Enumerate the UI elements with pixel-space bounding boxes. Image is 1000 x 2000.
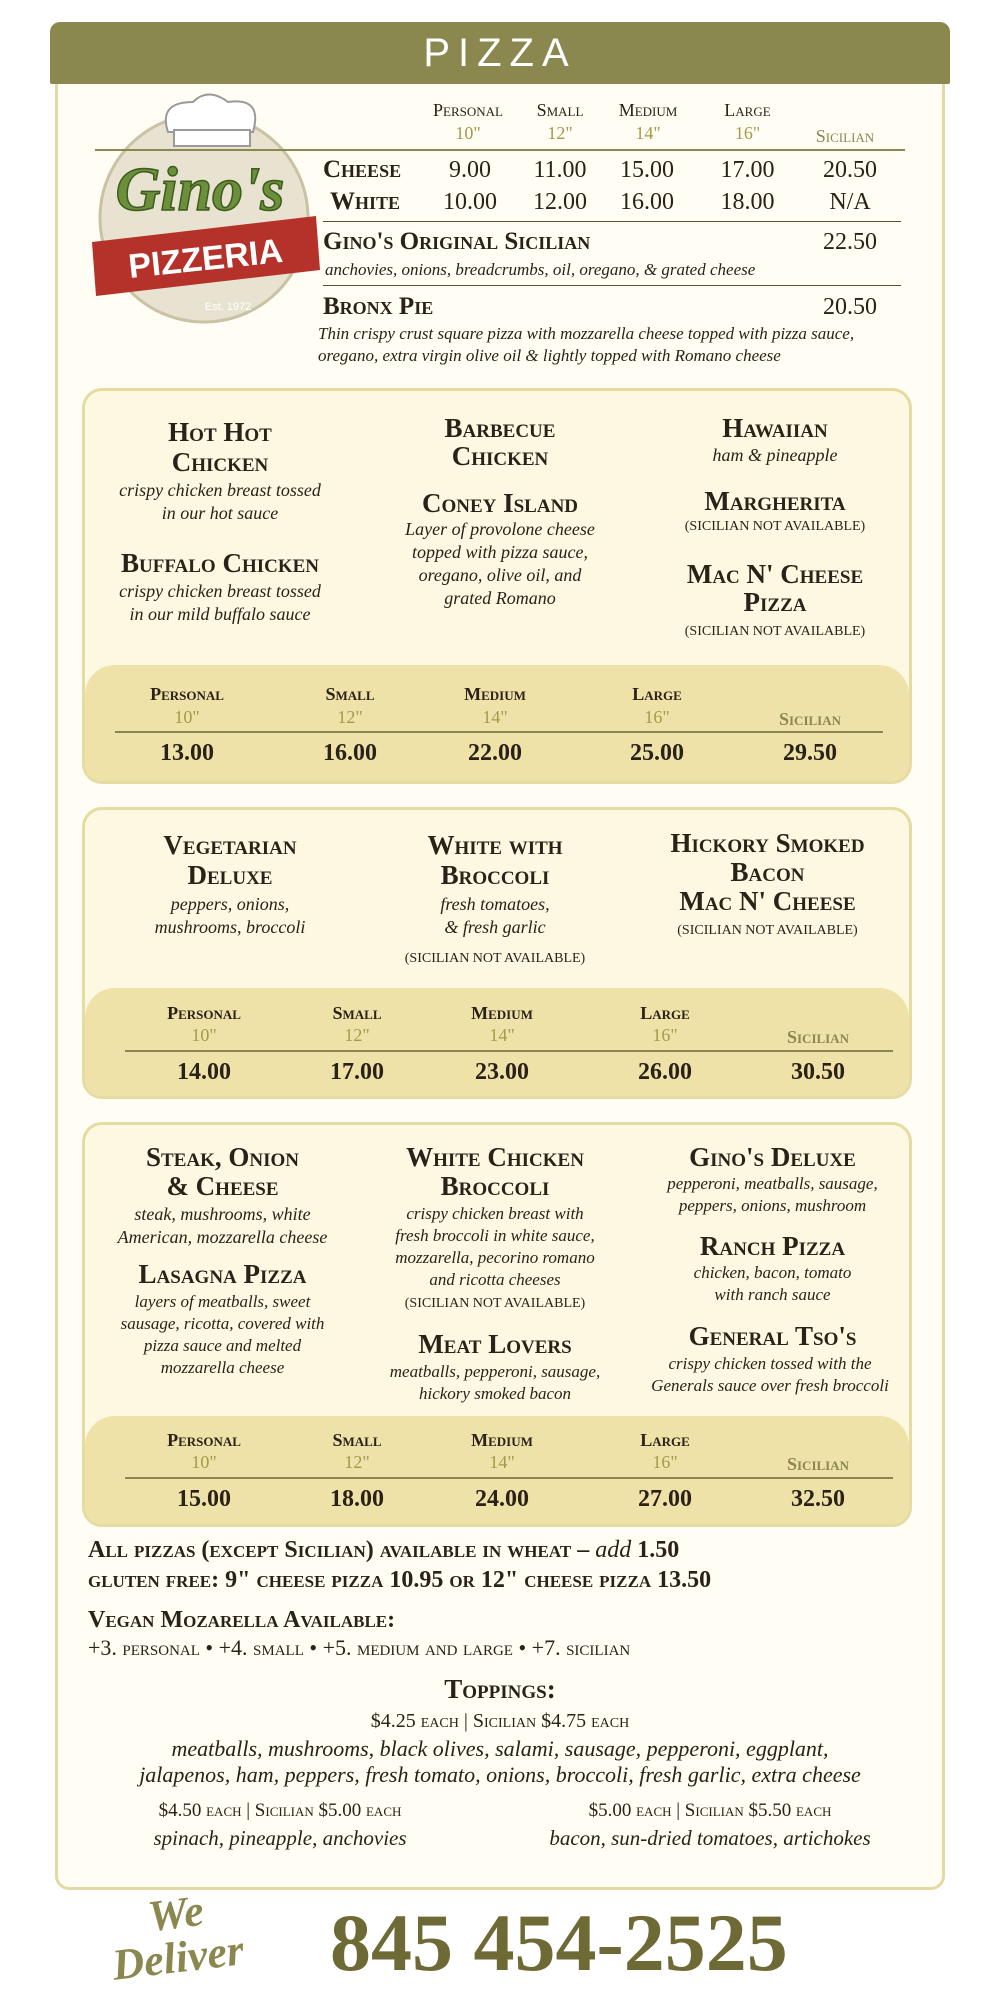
bar-hdr-small: Small bbox=[332, 1430, 382, 1450]
divider bbox=[125, 1050, 893, 1052]
item-white-chicken-note: (SICILIAN NOT AVAILABLE) bbox=[404, 1296, 586, 1311]
row-cheese-name: Cheese bbox=[323, 156, 402, 183]
item-white-broccoli-desc-1: fresh tomatoes, bbox=[440, 894, 550, 914]
item-vegetarian-title-2: Deluxe bbox=[187, 860, 273, 890]
price-sicilian: 29.50 bbox=[783, 740, 837, 766]
item-white-broccoli-title-2: Broccoli bbox=[440, 860, 550, 890]
bar-hdr-medium: Medium bbox=[471, 1003, 533, 1023]
original-sicilian-name: Gino's Original Sicilian bbox=[323, 228, 591, 255]
cheese-personal: 9.00 bbox=[449, 157, 491, 183]
item-ranch-desc-2: with ranch sauce bbox=[714, 1285, 831, 1304]
price-small: 18.00 bbox=[330, 1486, 384, 1512]
item-vegetarian-desc-2: mushrooms, broccoli bbox=[154, 917, 306, 937]
toppings-price-a: $4.25 each | Sicilian $4.75 each bbox=[370, 1710, 630, 1732]
price-personal: 14.00 bbox=[177, 1059, 231, 1085]
bar-hdr-personal: Personal bbox=[167, 1003, 241, 1023]
hdr-sicilian: Sicilian bbox=[815, 126, 875, 146]
gluten-free-note: gluten free: 9" cheese pizza 10.95 or 12" cheese pizza 13.50 bbox=[88, 1567, 712, 1593]
item-ginos-deluxe-desc-1: pepperoni, meatballs, sausage, bbox=[667, 1174, 878, 1193]
hdr-small-in: 12" bbox=[547, 123, 573, 143]
item-buffalo-chicken-desc-2: in our mild buffalo sauce bbox=[129, 604, 311, 624]
price-personal: 13.00 bbox=[160, 740, 214, 766]
toppings-title: Toppings: bbox=[444, 1674, 556, 1704]
cheese-medium: 15.00 bbox=[620, 157, 674, 183]
item-white-broccoli-note: (SICILIAN NOT AVAILABLE) bbox=[404, 951, 586, 966]
bar-hdr-large-in: 16" bbox=[652, 1452, 678, 1472]
price-large: 25.00 bbox=[630, 740, 684, 766]
bar-hdr-personal: Personal bbox=[150, 684, 224, 704]
divider bbox=[95, 149, 905, 151]
item-general-tso-desc-2: Generals sauce over fresh broccoli bbox=[651, 1376, 889, 1395]
hdr-medium-in: 14" bbox=[635, 123, 661, 143]
item-mac-cheese-title-2: Pizza bbox=[743, 587, 807, 617]
row-white-name: White bbox=[330, 188, 401, 215]
item-coney-island-desc-4: grated Romano bbox=[444, 588, 556, 608]
item-margherita-title: Margherita bbox=[704, 486, 846, 516]
bar-hdr-personal-in: 10" bbox=[174, 707, 200, 727]
item-ranch-title: Ranch Pizza bbox=[699, 1231, 846, 1261]
item-lasagna-desc-4: mozzarella cheese bbox=[160, 1358, 285, 1377]
price-personal: 15.00 bbox=[177, 1486, 231, 1512]
item-mac-cheese-title-1: Mac N' Cheese bbox=[686, 559, 864, 589]
item-bbq-chicken-title-1: Barbecue bbox=[444, 413, 556, 443]
item-hot-hot-chicken-desc-2: in our hot sauce bbox=[161, 503, 279, 523]
item-vegetarian-title-1: Vegetarian bbox=[163, 830, 297, 860]
item-hot-hot-chicken-title-1: Hot Hot bbox=[168, 417, 272, 447]
divider bbox=[125, 1477, 893, 1479]
item-steak-title-2: & Cheese bbox=[166, 1171, 279, 1201]
bar-hdr-small-in: 12" bbox=[344, 1452, 370, 1472]
cheese-small: 11.00 bbox=[533, 157, 587, 183]
price-small: 16.00 bbox=[323, 740, 377, 766]
white-large: 18.00 bbox=[720, 189, 775, 215]
wheat-note-price: 1.50 bbox=[631, 1537, 680, 1563]
ginos-pizzeria-logo bbox=[88, 92, 320, 324]
bar-hdr-large: Large bbox=[640, 1003, 690, 1023]
item-lasagna-desc-2: sausage, ricotta, covered with bbox=[120, 1314, 325, 1333]
bronx-pie-desc-1: Thin crispy crust square pizza with mozzarella cheese topped with pizza sauce, bbox=[318, 324, 855, 343]
toppings-list-b: spinach, pineapple, anchovies bbox=[153, 1826, 407, 1850]
bar-hdr-personal-in: 10" bbox=[191, 1452, 217, 1472]
item-white-broccoli-desc-2: & fresh garlic bbox=[444, 917, 546, 937]
section-banner: PIZZA bbox=[50, 22, 950, 84]
bronx-pie-price: 20.50 bbox=[823, 294, 877, 320]
original-sicilian-price: 22.50 bbox=[823, 229, 877, 255]
bar-hdr-small: Small bbox=[325, 684, 375, 704]
specialty-panel-1 bbox=[82, 388, 912, 784]
item-margherita-note: (SICILIAN NOT AVAILABLE) bbox=[684, 519, 866, 534]
item-hickory-title-2: Bacon bbox=[730, 857, 805, 887]
hdr-medium: Medium bbox=[618, 100, 678, 120]
divider bbox=[115, 731, 883, 733]
bar-hdr-medium-in: 14" bbox=[489, 1025, 515, 1045]
specialty-panel-2 bbox=[82, 807, 912, 1099]
toppings-list-a-2: jalapenos, ham, peppers, fresh tomato, onions, broccoli, fresh garlic, extra cheese bbox=[139, 1762, 861, 1787]
toppings-price-b: $4.50 each | Sicilian $5.00 each bbox=[158, 1800, 402, 1821]
item-steak-desc-2: American, mozzarella cheese bbox=[117, 1227, 328, 1247]
item-white-chicken-desc-3: mozzarella, pecorino romano bbox=[395, 1248, 595, 1267]
hdr-small: Small bbox=[536, 100, 584, 120]
bar-hdr-small-in: 12" bbox=[337, 707, 363, 727]
vegan-note-title: Vegan Mozarella Available: bbox=[88, 1607, 396, 1633]
cheese-sicilian: 20.50 bbox=[823, 157, 877, 183]
item-coney-island-desc-1: Layer of provolone cheese bbox=[405, 519, 595, 539]
item-lasagna-title: Lasagna Pizza bbox=[138, 1259, 307, 1289]
specialty-panel-3 bbox=[82, 1122, 912, 1527]
cheese-large: 17.00 bbox=[720, 157, 775, 183]
price-large: 27.00 bbox=[638, 1486, 692, 1512]
white-sicilian: N/A bbox=[829, 189, 871, 215]
divider bbox=[323, 221, 901, 222]
item-ginos-deluxe-title: Gino's Deluxe bbox=[689, 1142, 856, 1172]
price-medium: 24.00 bbox=[475, 1486, 529, 1512]
item-meat-lovers-desc-2: hickory smoked bacon bbox=[418, 1384, 571, 1403]
bar-hdr-medium: Medium bbox=[464, 684, 526, 704]
wheat-note-add: add bbox=[595, 1537, 632, 1563]
toppings-list-a-1: meatballs, mushrooms, black olives, salami, sausage, pepperoni, eggplant, bbox=[171, 1736, 829, 1761]
wheat-note-text: All pizzas (except Sicilian) available in wheat – bbox=[88, 1537, 596, 1563]
item-white-chicken-desc-2: fresh broccoli in white sauce, bbox=[395, 1226, 595, 1245]
price-sicilian: 30.50 bbox=[791, 1059, 845, 1085]
item-ginos-deluxe-desc-2: peppers, onions, mushroom bbox=[678, 1196, 867, 1215]
logo-sub: PIZZERIA bbox=[126, 232, 285, 287]
hdr-personal-in: 10" bbox=[455, 123, 481, 143]
item-meat-lovers-title: Meat Lovers bbox=[418, 1329, 572, 1359]
bar-hdr-large: Large bbox=[632, 684, 682, 704]
bar-hdr-small-in: 12" bbox=[344, 1025, 370, 1045]
vegan-note-prices: +3. personal • +4. small • +5. medium and large • +7. sicilian bbox=[88, 1635, 631, 1660]
item-hickory-title-1: Hickory Smoked bbox=[670, 828, 865, 858]
price-medium: 22.00 bbox=[468, 740, 522, 766]
hdr-large: Large bbox=[724, 100, 771, 120]
hdr-large-in: 16" bbox=[734, 123, 761, 143]
bar-hdr-large: Large bbox=[640, 1430, 690, 1450]
logo-name: Gino's bbox=[115, 156, 285, 224]
bar-hdr-medium-in: 14" bbox=[489, 1452, 515, 1472]
price-sicilian: 32.50 bbox=[791, 1486, 845, 1512]
bar-hdr-personal: Personal bbox=[167, 1430, 241, 1450]
item-white-chicken-title-2: Broccoli bbox=[440, 1171, 550, 1201]
original-sicilian-desc: anchovies, onions, breadcrumbs, oil, oregano, & grated cheese bbox=[325, 260, 756, 279]
wheat-note bbox=[88, 1536, 679, 1564]
price-large: 26.00 bbox=[638, 1059, 692, 1085]
item-white-chicken-desc-1: crispy chicken breast with bbox=[406, 1204, 584, 1223]
item-hickory-note: (SICILIAN NOT AVAILABLE) bbox=[677, 923, 858, 938]
white-personal: 10.00 bbox=[443, 189, 497, 215]
item-hot-hot-chicken-desc-1: crispy chicken breast tossed bbox=[119, 480, 321, 500]
deliver-text: Deliver bbox=[109, 1925, 247, 1990]
we-text: We bbox=[145, 1885, 207, 1942]
item-general-tso-title: General Tso's bbox=[688, 1321, 857, 1351]
price-medium: 23.00 bbox=[475, 1059, 529, 1085]
item-vegetarian-desc-1: peppers, onions, bbox=[170, 894, 290, 914]
item-meat-lovers-desc-1: meatballs, pepperoni, sausage, bbox=[389, 1362, 601, 1381]
item-mac-cheese-note: (SICILIAN NOT AVAILABLE) bbox=[684, 624, 866, 639]
item-white-chicken-desc-4: and ricotta cheeses bbox=[429, 1270, 561, 1289]
item-white-broccoli-title-1: White with bbox=[427, 830, 563, 860]
item-lasagna-desc-1: layers of meatballs, sweet bbox=[134, 1292, 311, 1311]
bar-hdr-personal-in: 10" bbox=[191, 1025, 217, 1045]
item-general-tso-desc-1: crispy chicken tossed with the bbox=[668, 1354, 872, 1373]
white-medium: 16.00 bbox=[620, 189, 674, 215]
item-hot-hot-chicken-title-2: Chicken bbox=[171, 447, 269, 477]
item-coney-island-desc-2: topped with pizza sauce, bbox=[412, 542, 588, 562]
item-coney-island-title: Coney Island bbox=[421, 488, 579, 518]
bar-hdr-large-in: 16" bbox=[644, 707, 670, 727]
price-small: 17.00 bbox=[330, 1059, 384, 1085]
item-lasagna-desc-3: pizza sauce and melted bbox=[143, 1336, 302, 1355]
item-coney-island-desc-3: oregano, olive oil, and bbox=[418, 565, 582, 585]
item-white-chicken-title-1: White Chicken bbox=[406, 1142, 584, 1172]
bar-hdr-medium-in: 14" bbox=[482, 707, 508, 727]
hdr-personal: Personal bbox=[433, 100, 503, 120]
bronx-pie-name: Bronx Pie bbox=[323, 293, 434, 320]
toppings-price-c: $5.00 each | Sicilian $5.50 each bbox=[588, 1800, 832, 1821]
toppings-list-c: bacon, sun-dried tomatoes, artichokes bbox=[549, 1826, 871, 1850]
item-steak-desc-1: steak, mushrooms, white bbox=[134, 1204, 311, 1224]
bar-hdr-small: Small bbox=[332, 1003, 382, 1023]
item-hawaiian-title: Hawaiian bbox=[722, 413, 828, 443]
white-small: 12.00 bbox=[533, 189, 587, 215]
item-buffalo-chicken-title: Buffalo Chicken bbox=[120, 548, 320, 578]
item-buffalo-chicken-desc-1: crispy chicken breast tossed bbox=[119, 581, 321, 601]
item-steak-title-1: Steak, Onion bbox=[146, 1142, 299, 1172]
item-ranch-desc-1: chicken, bacon, tomato bbox=[693, 1263, 852, 1282]
item-hawaiian-desc: ham & pineapple bbox=[712, 445, 838, 465]
bronx-pie-desc-2: oregano, extra virgin olive oil & lightly topped with Romano cheese bbox=[318, 346, 781, 365]
logo-est: Est. 1972 bbox=[204, 301, 252, 313]
divider bbox=[323, 285, 901, 286]
bar-hdr-sicilian: Sicilian bbox=[786, 1027, 850, 1047]
item-bbq-chicken-title-2: Chicken bbox=[451, 441, 549, 471]
bar-hdr-medium: Medium bbox=[471, 1430, 533, 1450]
bar-hdr-large-in: 16" bbox=[652, 1025, 678, 1045]
item-hickory-title-3: Mac N' Cheese bbox=[679, 886, 856, 916]
bar-hdr-sicilian: Sicilian bbox=[786, 1454, 850, 1474]
bar-hdr-sicilian: Sicilian bbox=[778, 709, 842, 729]
phone-number[interactable]: 845 454-2525 bbox=[330, 1897, 788, 1988]
